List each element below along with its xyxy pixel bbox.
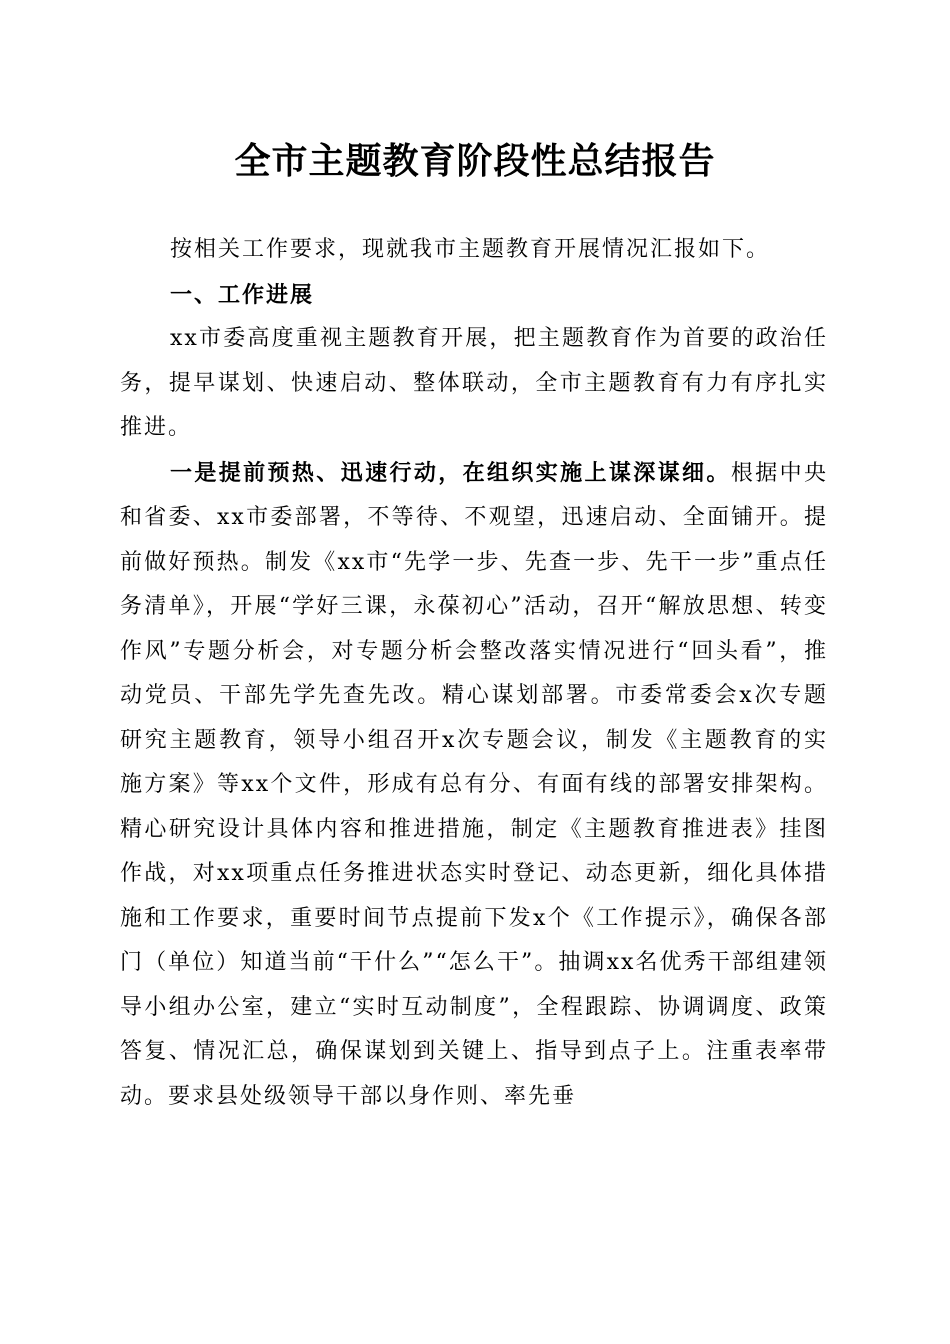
section-heading-work-progress: 一、工作进展 xyxy=(170,281,315,308)
intro-paragraph: 按相关工作要求，现就我市主题教育开展情况汇报如下。 xyxy=(170,237,771,262)
point-one-body-text: 根据中央和省委、xx市委部署，不等待、不观望，迅速启动、全面铺开。提前做好预热。制发《xx市“先学一步、先查一步、先干一步”重点任务清单》，开展“学好三课，永葆初心”活动，召开“解放思想、转变作风”专题分析会，对专题分析会整改落实情况进行“回头看”，推动党员、干部先学先查先改。精心谋划部署。市委常委会x次专题研究主题教育，领导小组召开x次专题会议，制发《主题教育的实施方案》等xx个文件，形成有总有分、有面有线的部署安排架构。精心研究设计具体内容和推进措施，制定《主题教育推进表》挂图作战，对xx项重点任务推进状态实时登记、动态更新，细化具体措施和工作要求，重要时间节点提前下发x个《工作提示》，确保各部门（单位）知道当前“干什么”“怎么干”。抽调xx名优秀干部组建领导小组办公室，建立“实时互动制度”，全程跟踪、协调调度、政策答复、情况汇总，确保谋划到关键上、指导到点子上。注重表率带动。要求县处级领导干部以身作则、率先垂 xyxy=(120,460,828,1109)
document-body xyxy=(120,228,828,1119)
point-one-lead-sentence: 一是提前预热、迅速行动，在组织实施上谋深谋细。 xyxy=(170,459,731,486)
section-paragraph-overview: xx市委高度重视主题教育开展，把主题教育作为首要的政治任务，提早谋划、快速启动、整体联动，全市主题教育有力有序扎实推进。 xyxy=(120,326,828,440)
section-paragraph-point-one xyxy=(120,451,828,1120)
document-title: 全市主题教育阶段性总结报告 xyxy=(234,140,716,182)
